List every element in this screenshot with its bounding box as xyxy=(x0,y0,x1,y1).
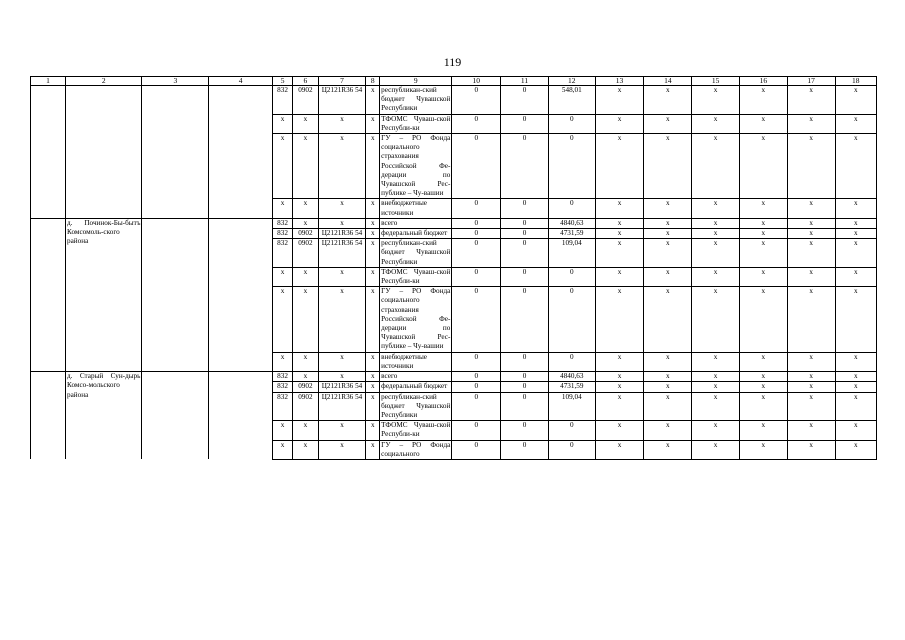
cell-col1 xyxy=(31,372,66,460)
table-cell: х xyxy=(644,86,692,115)
funding-source-cell: ТФОМС Чуваш-ской Республи-ки xyxy=(381,421,451,439)
table-cell: х xyxy=(787,229,835,239)
table-cell: 0 xyxy=(452,86,501,115)
table-cell: Ц2121R36 54 xyxy=(318,239,366,268)
object-name-cell: д. Старый Сун-дырь Комсо-мольского района xyxy=(66,372,142,460)
table-cell: Ц2121R36 54 xyxy=(318,86,366,115)
table-cell: х xyxy=(644,421,692,440)
table-cell: х xyxy=(787,114,835,133)
table-cell: 0 xyxy=(452,440,501,459)
table-cell: х xyxy=(595,229,644,239)
table-cell: х xyxy=(366,239,380,268)
table-cell: х xyxy=(787,239,835,268)
table-cell: х xyxy=(293,352,318,371)
table-cell: х xyxy=(787,372,835,382)
table-cell: 0 xyxy=(501,114,549,133)
table-cell: х xyxy=(739,267,787,286)
table-cell: х xyxy=(739,239,787,268)
table-cell: х xyxy=(318,114,366,133)
table-cell: х xyxy=(644,134,692,199)
funding-source-cell: внебюджетные источники xyxy=(380,352,452,371)
table-cell: х xyxy=(692,392,740,421)
table-cell: х xyxy=(272,267,292,286)
table-cell: х xyxy=(787,382,835,392)
table-cell: х xyxy=(835,421,877,440)
table-cell: х xyxy=(692,86,740,115)
table-cell: 0 xyxy=(501,86,549,115)
table-cell: 0 xyxy=(501,239,549,268)
column-header: 3 xyxy=(142,77,209,86)
table-cell: 832 xyxy=(272,86,292,115)
table-cell: х xyxy=(644,392,692,421)
table-cell: х xyxy=(835,199,877,218)
table-cell: х xyxy=(366,267,380,286)
table-cell: х xyxy=(787,440,835,459)
table-cell: х xyxy=(787,134,835,199)
object-name-cell: д. Починок-Бы-бытъ Комсомоль-ского района xyxy=(66,218,142,371)
table-cell: 0 xyxy=(452,229,501,239)
table-cell: х xyxy=(318,372,366,382)
column-number-row xyxy=(31,77,877,86)
table-cell: 0 xyxy=(548,352,595,371)
table-cell: х xyxy=(595,440,644,459)
table-cell: х xyxy=(293,199,318,218)
table-cell: х xyxy=(739,86,787,115)
table-row xyxy=(31,218,877,228)
table-cell: х xyxy=(366,229,380,239)
cell-col3 xyxy=(142,372,209,460)
table-cell: х xyxy=(835,239,877,268)
table-cell: х xyxy=(692,421,740,440)
table-cell: 0 xyxy=(501,440,549,459)
funding-source-cell: республикан-ский бюджет Чувашской Республики xyxy=(381,239,451,266)
table-cell: 4840,63 xyxy=(548,372,595,382)
table-cell: 0 xyxy=(548,199,595,218)
column-header: 12 xyxy=(548,77,595,86)
table-cell: х xyxy=(366,199,380,218)
funding-source-cell: республикан-ский бюджет Чувашской Республики xyxy=(381,392,451,419)
table-cell: х xyxy=(692,382,740,392)
table-cell: 0 xyxy=(548,440,595,459)
table-cell: х xyxy=(644,382,692,392)
table-cell: х xyxy=(835,352,877,371)
table-cell: х xyxy=(318,134,366,199)
funding-source-cell: федеральный бюджет xyxy=(380,382,452,392)
table-cell: 0902 xyxy=(293,392,318,421)
table-cell: 0 xyxy=(452,239,501,268)
table-cell: 0 xyxy=(501,382,549,392)
table-cell: х xyxy=(595,382,644,392)
table-cell: х xyxy=(293,218,318,228)
funding-source-cell: ГУ – РО Фонда социального страхования Российской Фе-дерации по Чувашской Рес-публике – Чу-вашии xyxy=(381,134,451,198)
table-cell: 832 xyxy=(272,372,292,382)
table-cell: х xyxy=(787,352,835,371)
table-cell: х xyxy=(692,229,740,239)
table-cell: х xyxy=(272,199,292,218)
table-cell: х xyxy=(835,372,877,382)
table-cell: х xyxy=(835,134,877,199)
column-header: 17 xyxy=(787,77,835,86)
table-cell: 0 xyxy=(548,287,595,352)
table-cell: х xyxy=(692,114,740,133)
table-cell: х xyxy=(692,440,740,459)
table-row xyxy=(31,372,877,382)
funding-source-cell: ГУ – РО Фонда социального страхования Российской Фе-дерации по Чувашской Рес-публике – Чу-вашии xyxy=(381,287,451,351)
table-cell: х xyxy=(644,114,692,133)
table-cell: х xyxy=(835,440,877,459)
table-cell: х xyxy=(692,267,740,286)
cell-col4 xyxy=(209,372,273,460)
table-cell: х xyxy=(692,287,740,352)
table-cell: х xyxy=(739,199,787,218)
table-cell: х xyxy=(739,134,787,199)
table-cell: х xyxy=(739,421,787,440)
column-header: 6 xyxy=(293,77,318,86)
table-cell: 0 xyxy=(452,392,501,421)
table-cell: 0902 xyxy=(293,239,318,268)
cell-col1 xyxy=(31,218,66,371)
table-cell: х xyxy=(787,199,835,218)
table-cell: х xyxy=(835,218,877,228)
table-cell: х xyxy=(318,267,366,286)
column-header: 2 xyxy=(66,77,142,86)
table-cell: х xyxy=(787,86,835,115)
table-cell: Ц2121R36 54 xyxy=(318,392,366,421)
column-header: 16 xyxy=(739,77,787,86)
table-cell: 548,01 xyxy=(548,86,595,115)
table-cell: 832 xyxy=(272,218,292,228)
table-cell: х xyxy=(739,372,787,382)
table-cell: х xyxy=(692,372,740,382)
funding-source-cell: ТФОМС Чуваш-ской Республи-ки xyxy=(381,267,451,286)
table-cell: х xyxy=(787,392,835,421)
column-header: 11 xyxy=(501,77,549,86)
cell-col1 xyxy=(31,86,66,219)
table-cell: х xyxy=(644,239,692,268)
table-cell: х xyxy=(293,267,318,286)
table-cell: х xyxy=(595,218,644,228)
table-cell: х xyxy=(318,287,366,352)
table-cell: х xyxy=(739,392,787,421)
table-cell: 0902 xyxy=(293,229,318,239)
table-cell: х xyxy=(366,392,380,421)
table-cell: х xyxy=(366,287,380,352)
table-cell: х xyxy=(366,440,380,459)
table-cell: х xyxy=(835,86,877,115)
table-cell: х xyxy=(692,199,740,218)
table-cell: 109,04 xyxy=(548,392,595,421)
table-cell: х xyxy=(644,440,692,459)
table-cell: х xyxy=(595,352,644,371)
table-cell: 0 xyxy=(452,218,501,228)
table-cell: х xyxy=(595,239,644,268)
table-cell: х xyxy=(835,392,877,421)
table-cell: 0 xyxy=(501,229,549,239)
table-cell: х xyxy=(272,440,292,459)
table-cell: х xyxy=(272,134,292,199)
column-header: 4 xyxy=(209,77,273,86)
table-cell: 0 xyxy=(501,199,549,218)
table-cell: х xyxy=(644,287,692,352)
table-cell: 0 xyxy=(452,352,501,371)
table-cell: 0 xyxy=(548,114,595,133)
table-cell: х xyxy=(739,440,787,459)
column-header: 13 xyxy=(595,77,644,86)
table-cell: 0902 xyxy=(293,382,318,392)
table-cell: х xyxy=(366,218,380,228)
table-cell: х xyxy=(692,134,740,199)
table-cell: х xyxy=(644,199,692,218)
table-cell: х xyxy=(318,199,366,218)
table-cell: 0 xyxy=(501,352,549,371)
table-cell: х xyxy=(835,287,877,352)
page-number: 119 xyxy=(443,55,462,69)
table-cell: х xyxy=(318,218,366,228)
table-cell: х xyxy=(787,267,835,286)
table-cell: х xyxy=(644,267,692,286)
table-row xyxy=(31,86,877,115)
table-cell: х xyxy=(293,372,318,382)
table-cell: х xyxy=(595,134,644,199)
table-cell: х xyxy=(595,372,644,382)
table-cell: х xyxy=(692,352,740,371)
table-cell: 0 xyxy=(501,134,549,199)
table-cell: х xyxy=(787,421,835,440)
table-cell: х xyxy=(739,218,787,228)
table-cell: 0 xyxy=(452,134,501,199)
table-cell: х xyxy=(272,287,292,352)
table-cell: Ц2121R36 54 xyxy=(318,229,366,239)
table-cell: х xyxy=(644,218,692,228)
column-header: 5 xyxy=(272,77,292,86)
column-header: 10 xyxy=(452,77,501,86)
table-cell: х xyxy=(739,229,787,239)
table-cell: х xyxy=(293,287,318,352)
table-cell: х xyxy=(739,287,787,352)
table-cell: х xyxy=(835,229,877,239)
table-cell: х xyxy=(272,421,292,440)
table-cell: х xyxy=(835,267,877,286)
table-cell: х xyxy=(595,114,644,133)
table-cell: 0902 xyxy=(293,86,318,115)
table-cell: х xyxy=(293,114,318,133)
table-cell: х xyxy=(595,421,644,440)
table-cell: х xyxy=(692,218,740,228)
funding-source-cell: всего xyxy=(380,372,452,382)
table-cell: х xyxy=(595,86,644,115)
table-cell: х xyxy=(318,352,366,371)
table-cell: х xyxy=(644,229,692,239)
table-cell: х xyxy=(739,352,787,371)
table-cell: х xyxy=(272,114,292,133)
column-header: 8 xyxy=(366,77,380,86)
table-cell: х xyxy=(595,392,644,421)
table-cell: х xyxy=(739,382,787,392)
table-cell: 0 xyxy=(548,421,595,440)
table-cell: х xyxy=(595,267,644,286)
table-cell: 832 xyxy=(272,229,292,239)
table-cell: х xyxy=(787,287,835,352)
cell-col4 xyxy=(209,86,273,219)
table-cell: х xyxy=(293,440,318,459)
table-cell: 0 xyxy=(501,267,549,286)
table-cell: 0 xyxy=(452,382,501,392)
table-cell: 0 xyxy=(501,287,549,352)
table-cell: 4840,63 xyxy=(548,218,595,228)
column-header: 18 xyxy=(835,77,877,86)
table-cell: х xyxy=(644,372,692,382)
column-header: 7 xyxy=(318,77,366,86)
table-cell: 0 xyxy=(452,421,501,440)
funding-source-cell: внебюджетные источники xyxy=(380,199,452,218)
table-cell: 0 xyxy=(452,267,501,286)
table-cell: х xyxy=(835,114,877,133)
table-cell: х xyxy=(366,421,380,440)
table-cell: 832 xyxy=(272,239,292,268)
table-cell: х xyxy=(739,114,787,133)
object-name-cell xyxy=(66,86,142,219)
funding-source-cell: ТФОМС Чуваш-ской Республи-ки xyxy=(381,114,451,132)
table-cell: 0 xyxy=(452,287,501,352)
table-cell: х xyxy=(366,114,380,133)
table-cell: х xyxy=(366,134,380,199)
table-cell: 0 xyxy=(548,267,595,286)
table-cell: х xyxy=(366,372,380,382)
table-cell: х xyxy=(272,352,292,371)
cell-col3 xyxy=(142,86,209,219)
table-cell: 4731,59 xyxy=(548,229,595,239)
table-cell: х xyxy=(644,352,692,371)
table-cell: 0 xyxy=(452,114,501,133)
table-cell: х xyxy=(366,352,380,371)
budget-table xyxy=(30,76,877,460)
table-cell: 0 xyxy=(501,218,549,228)
table-cell: 0 xyxy=(501,421,549,440)
table-cell: 832 xyxy=(272,392,292,421)
cell-col3 xyxy=(142,218,209,371)
funding-source-cell: ГУ – РО Фонда социального xyxy=(381,440,451,458)
table-cell: х xyxy=(318,421,366,440)
table-cell: 0 xyxy=(501,392,549,421)
table-cell: 109,04 xyxy=(548,239,595,268)
table-cell: 0 xyxy=(452,199,501,218)
table-cell: 0 xyxy=(452,372,501,382)
table-cell: х xyxy=(366,86,380,115)
column-header: 15 xyxy=(692,77,740,86)
table-cell: х xyxy=(595,287,644,352)
table-cell: х xyxy=(835,382,877,392)
column-header: 1 xyxy=(31,77,66,86)
table-cell: х xyxy=(692,239,740,268)
table-cell: х xyxy=(366,382,380,392)
table-cell: 0 xyxy=(501,372,549,382)
table-cell: х xyxy=(787,218,835,228)
table-cell: х xyxy=(595,199,644,218)
cell-col4 xyxy=(209,218,273,371)
table-cell: 832 xyxy=(272,382,292,392)
column-header: 9 xyxy=(380,77,452,86)
column-header: 14 xyxy=(644,77,692,86)
funding-source-cell: федеральный бюджет xyxy=(380,229,452,239)
table-cell: 4731,59 xyxy=(548,382,595,392)
table-cell: 0 xyxy=(548,134,595,199)
table-cell: х xyxy=(318,440,366,459)
table-cell: х xyxy=(293,421,318,440)
funding-source-cell: республикан-ский бюджет Чувашской Республики xyxy=(381,86,451,113)
table-cell: х xyxy=(293,134,318,199)
funding-source-cell: всего xyxy=(380,218,452,228)
table-cell: Ц2121R36 54 xyxy=(318,382,366,392)
